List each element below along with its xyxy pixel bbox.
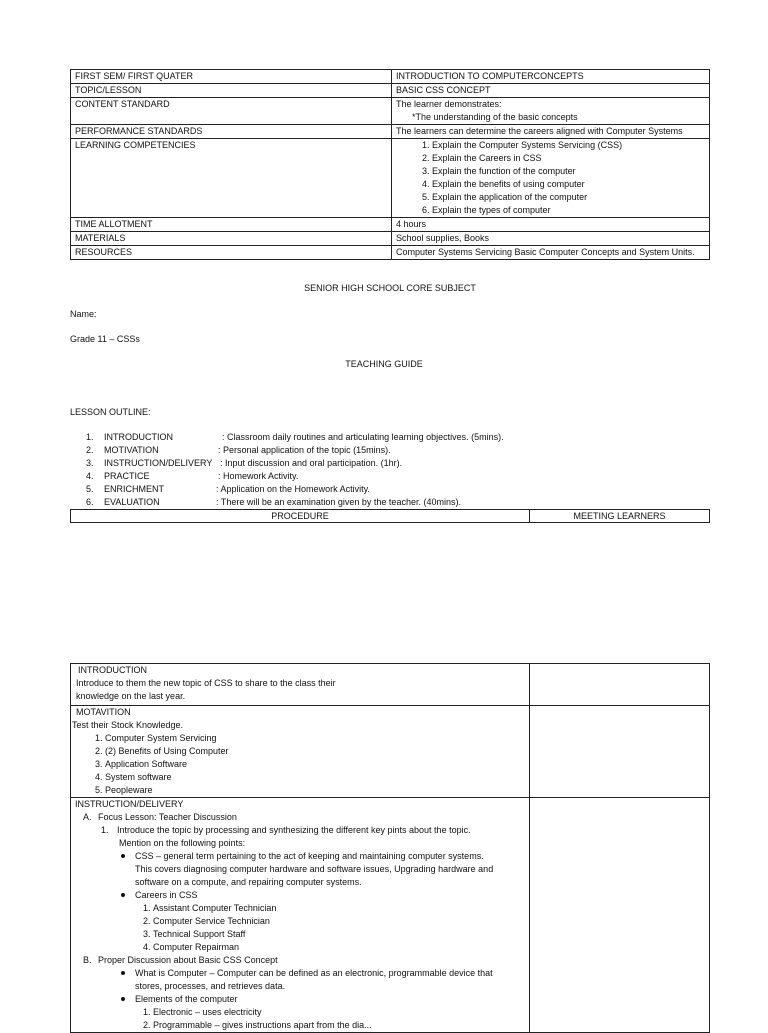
row-value: 4 hours [392,218,710,232]
item-desc: : Personal application of the topic (15mins). [218,445,391,455]
meeting-learners-cell [530,706,710,798]
row-value [392,139,710,218]
bullet-icon [121,971,125,975]
table-row [71,125,710,139]
careers-list [135,902,525,954]
procedure-header-table [70,509,710,523]
table-row [71,98,710,125]
section-title: INTRODUCTION [78,665,147,675]
table-row [71,139,710,218]
item-name: PRACTICE [104,471,150,481]
css-definition: CSS – general term pertaining to the act of keeping and maintaining computer systems. [135,851,484,861]
css-definition: software on a compute, and repairing computer systems. [135,877,362,887]
list-item [86,457,546,470]
computer-definition: What is Computer – Computer can be defined as an electronic, programmable device that [135,968,493,978]
subject-heading: SENIOR HIGH SCHOOL CORE SUBJECT [304,283,476,293]
proper-discussion [75,954,525,967]
row-label: PERFORMANCE STANDARDS [71,125,392,139]
list-item: 6. Explain the types of computer [432,204,705,217]
item-desc: : Application on the Homework Activity. [216,484,370,494]
bullet-icon [121,854,125,858]
step-one-cont: Mention on the following points: [119,838,246,848]
item-desc: : Homework Activity. [218,471,299,481]
item-number: 5. [86,484,94,494]
step-one [75,824,525,837]
list-item: 4. System software [105,771,525,784]
meeting-learners-cell [530,664,710,706]
procedure-column-header: PROCEDURE [71,510,530,523]
elements-list [135,1006,525,1032]
item-letter: B. [83,955,92,965]
table-row [71,84,710,98]
row-label: CONTENT STANDARD [71,98,392,125]
table-row [71,510,710,523]
item-number: 6. [86,497,94,507]
lesson-outline [86,431,546,509]
item-number: 1. [101,825,109,835]
item-number: 3. [86,458,94,468]
item-desc: : There will be an examination given by the teacher. (40mins). [216,497,461,507]
row-label: TOPIC/LESSON [71,84,392,98]
outline-title: LESSON OUTLINE: [70,407,151,417]
computer-bullets [75,967,525,1032]
intro-text: Introduce to them the new topic of CSS to share to the class their [76,678,336,688]
meeting-learners-column-header: MEETING LEARNERS [530,510,710,523]
item-letter: A. [83,812,92,822]
item-number: 4. [86,471,94,481]
table-row [71,232,710,246]
list-item: 2. Programmable – gives instructions apart from the dia... [153,1019,525,1032]
section-title: INSTRUCTION/DELIVERY [75,799,184,809]
content-standard-detail: *The understanding of the basic concepts [412,112,578,122]
list-item: 2. Computer Service Technician [153,915,525,928]
list-item: 1. Explain the Computer Systems Servicing (CSS) [432,139,705,152]
motivation-cell [71,706,530,798]
item-desc: : Input discussion and oral participation. (1hr). [220,458,403,468]
list-item: 1. Assistant Computer Technician [153,902,525,915]
item-name: ENRICHMENT [104,484,164,494]
name-label: Name: [70,309,97,319]
list-item: 2. (2) Benefits of Using Computer [105,745,525,758]
motivation-list [75,732,525,797]
motivation-lead: Test their Stock Knowledge. [72,720,184,730]
list-item [86,444,546,457]
lesson-info-table [70,69,710,260]
instruction-cell [71,798,530,1033]
row-value: School supplies, Books [392,232,710,246]
table-row [71,664,710,706]
careers-label: Careers in CSS [135,890,198,900]
section-title: MOTAVITION [76,707,131,717]
table-row [71,798,710,1033]
row-value [392,98,710,125]
introduction-cell [71,664,530,706]
list-item: 4. Explain the benefits of using computer [432,178,705,191]
table-row [71,246,710,260]
list-item [135,850,525,889]
list-item [86,483,546,496]
content-standard-line: The learner demonstrates: [396,99,502,109]
row-label: MATERIALS [71,232,392,246]
list-item: 1. Computer System Servicing [105,732,525,745]
procedure-table [70,663,710,1033]
list-item [86,470,546,483]
table-row [71,706,710,798]
list-item [135,993,525,1032]
css-definition: This covers diagnosing computer hardware and software issues, Upgrading hardware and [135,864,494,874]
item-text: Focus Lesson: Teacher Discussion [98,812,237,822]
guide-title: TEACHING GUIDE [345,359,423,369]
list-item: 4. Computer Repairman [153,941,525,954]
computer-definition: stores, processes, and retrieves data. [135,981,286,991]
row-value: INTRODUCTION TO COMPUTERCONCEPTS [392,70,710,84]
list-item [86,431,546,444]
row-label: RESOURCES [71,246,392,260]
bullet-icon [121,997,125,1001]
list-item: 5. Explain the application of the computer [432,191,705,204]
row-label: LEARNING COMPETENCIES [71,139,392,218]
list-item: 5. Peopleware [105,784,525,797]
elements-label: Elements of the computer [135,994,238,1004]
list-item: 3. Explain the function of the computer [432,165,705,178]
item-name: INSTRUCTION/DELIVERY [104,458,213,468]
item-number: 1. [86,432,94,442]
list-item [86,496,546,509]
item-name: MOTIVATION [104,445,159,455]
item-desc: : Classroom daily routines and articulating learning objectives. (5mins). [222,432,504,442]
list-item [135,889,525,954]
list-item: 2. Explain the Careers in CSS [432,152,705,165]
focus-lesson [75,811,525,824]
item-number: 2. [86,445,94,455]
css-bullets [75,850,525,954]
list-item: 3. Application Software [105,758,525,771]
item-text: Proper Discussion about Basic CSS Concept [98,955,278,965]
item-name: INTRODUCTION [104,432,173,442]
table-row [71,218,710,232]
row-value: The learners can determine the careers aligned with Computer Systems [392,125,710,139]
grade-label: Grade 11 – CSSs [70,334,140,344]
meeting-learners-cell [530,798,710,1033]
list-item: 1. Electronic – uses electricity [153,1006,525,1019]
item-text: Introduce the topic by processing and synthesizing the different key pints about the topic. [117,825,471,835]
bullet-icon [121,893,125,897]
table-row [71,70,710,84]
row-value: BASIC CSS CONCEPT [392,84,710,98]
item-name: EVALUATION [104,497,160,507]
competencies-list [396,139,705,217]
list-item: 3. Technical Support Staff [153,928,525,941]
intro-text: knowledge on the last year. [76,691,186,701]
row-value: Computer Systems Servicing Basic Computer Concepts and System Units. [392,246,710,260]
row-label: FIRST SEM/ FIRST QUATER [71,70,392,84]
list-item [135,967,525,993]
row-label: TIME ALLOTMENT [71,218,392,232]
